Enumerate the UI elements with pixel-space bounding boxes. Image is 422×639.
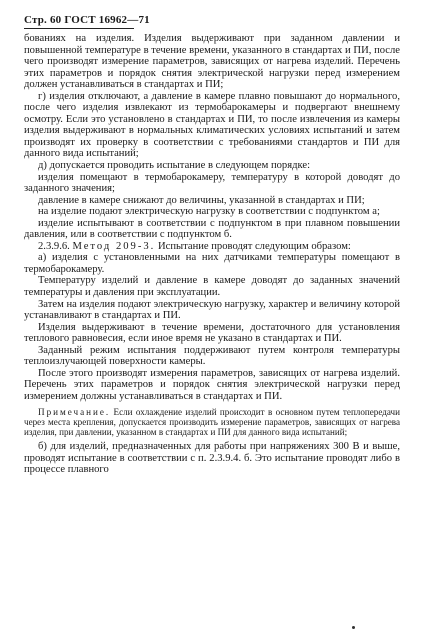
body-text-end (24, 441, 400, 476)
paragraph: б) для изделий, предназначенных для работы при напряжениях 300 В и выше, проводят испытание в соответствии с п. 2.3.9.4. б. Это испытание проводят либо в процессе плавного (24, 441, 400, 476)
method-title: Метод 209-3. (72, 240, 156, 252)
page-mark (352, 626, 355, 629)
paragraph: изделия помещают в термобарокамеру, температуру в которой доводят до заданного значения; (24, 171, 400, 195)
note-text: Если охлаждение изделий происходит в основном путем теплопередачи через места крепления, допускается производить измерение параметров, зависящих от нагрева изделия, при давлении, указанном в стандартах и ПИ для данного вида испытаний; (24, 406, 400, 438)
method-text: Испытание проводят следующим образом: (157, 240, 351, 252)
paragraph: а) изделия с установленными на них датчиками температуры помещают в термобарокамеру. (24, 252, 400, 275)
page-number: Стр. 60 (24, 14, 62, 26)
body-text (24, 33, 400, 403)
paragraph: Затем на изделия подают электрическую нагрузку, характер и величину которой устанавливают в стандартах и ПИ. (24, 298, 400, 322)
paragraph: г) изделия отключают, а давление в камере плавно повышают до нормального, после чего изделия извлекают из термобарокамеры и подвергают внешнему осмотру. Если это установлено в стандартах и ПИ, то после извлечения из камеры изделия выдерживают в нормальных климатических условиях испытаний и затем производят их проверку в соответствии с требованиями стандартов и ПИ для данного вида испытаний; (24, 90, 400, 160)
paragraph: д) допускается проводить испытание в следующем порядке: (38, 160, 311, 172)
note-label: Примечание. (38, 406, 111, 417)
standard-code: ГОСТ 16962—71 (64, 14, 150, 26)
paragraph: давление в камере снижают до величины, указанной в стандартах и ПИ; (38, 194, 365, 206)
paragraph: на изделие подают электрическую нагрузку в соответствии с подпунктом а; (38, 206, 380, 218)
paragraph: Температуру изделий и давление в камере доводят до заданных значений температуры и давления при эксплуатации. (24, 275, 400, 299)
method-heading (24, 241, 400, 253)
page-header (24, 14, 400, 26)
method-number: 2.3.9.6. (38, 240, 70, 252)
paragraph: Заданный режим испытания поддерживают путем контроля температуры теплоизлучающей поверхности камеры. (24, 344, 400, 368)
paragraph: бованиях на изделия. Изделия выдерживают при заданном давлении и повышенной температуре в течение времени, указанного в стандартах и ПИ, после чего производят измерение параметров, зависящих от нагрева изделий. Перечень этих параметров и порядок снятия электрической нагрузки перед измерением должен устанавливаться в стандартах и ПИ; (24, 33, 400, 91)
paragraph: После этого производят измерения параметров, зависящих от нагрева изделий. Перечень этих параметров и порядок снятия электрической нагрузки перед измерением должны устанавливаться в стандартах и ПИ. (24, 367, 400, 402)
paragraph: Изделия выдерживают в течение времени, достаточного для установления теплового равновесия, если иное время не указано в стандартах и ПИ. (24, 321, 400, 345)
note (24, 407, 400, 438)
paragraph: изделие испытывают в соответствии с подпунктом в при плавном повышении давления, или в соответствии с подпунктом б. (24, 217, 400, 241)
header-rule (24, 28, 134, 29)
